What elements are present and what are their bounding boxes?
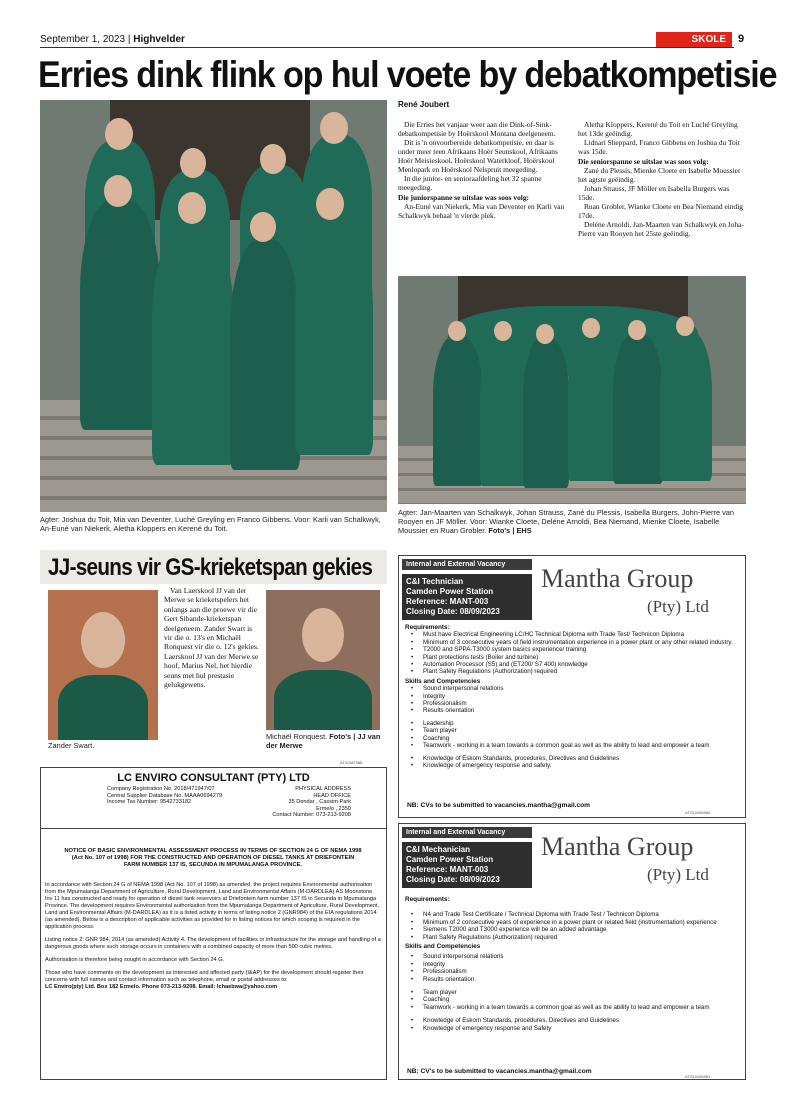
debate-photo-seniors [398,276,746,504]
cricket-body: Van Laerskool JJ van der Merwe se krieketspelers het onlangs aan die proewe vir die Gert Sibande-krieketspan deelgeneem. Zander Swart is vir die o. 13's en Michaël Ronquest vir die o. 12's gekies. Laerskool JJ van der Merwe se hoof, Marius Nel, het hierdie seuns met hul prestasie gelukgewens. [164,586,259,690]
address-line: HEAD OFFICE [313,792,351,799]
address-line: Ermelo , 2350 [316,805,351,812]
enviro-address [241,786,351,819]
enviro-registration [107,786,222,806]
skill: • Sound interpersonal relations [405,685,741,692]
job-title: C&I Technician [406,577,464,586]
closing-date: Closing Date: 08/09/2023 [406,875,500,884]
caption-zander: Zander Swart. [48,741,95,750]
photo-caption-seniors [398,508,746,535]
notice-title: NOTICE OF BASIC ENVIRONMENTAL ASSESSMENT PROCESS IN TERMS OF SECTION 24 G OF NEMA 1998 (Act No. 107 of 1998) FOR THE CONSTRUCTED AND OPERATION OF DIESEL TANKS AT DRIEFONTEIN FARM NUMBER 137 IS, SECUNDA IN MPUMALANGA PROVINCE. [64,848,362,868]
notice-body [45,882,381,991]
skill: • Sound interpersonal relations [405,953,741,960]
vacancy-tag: Internal and External Vacancy [402,827,532,838]
paragraph: Listing notice 2: GNR 984, 2014 (as amended) Activity 4. The development of facilities or infrastructure for the storage and handling of a dangerous goods where such storage occurs in containers with a combined capacity of more than 500 cubic metres. [45,937,381,950]
reg-line: Company Registration No. 2018/471947/07 [107,786,215,792]
skill: • Professionalism [405,968,741,975]
skill: • Team player [405,989,741,996]
skills-heading: Skills and Competencies [405,677,481,685]
requirements-heading: Requirements: [405,624,450,631]
subhead-seniors: Die seniorspanne se uitslae was soos volg: [578,157,709,166]
vacancy-title-block [402,842,532,888]
article-column-1 [398,120,570,220]
reg-line: Central Supplier Database No. MAAA0694279 [107,792,223,799]
address-line: Contact Number: 073-213-9208 [272,812,351,819]
requirement: • N4 and Trade Test Certificate / Technical Diploma with Trade Test / Technicon Diploma [405,911,741,918]
job-title: C&I Mechanician [406,845,471,854]
reference: Reference: MANT-003 [406,865,489,874]
enviro-notice [40,767,387,1080]
cv-note: NB: CV's to be submitted to vacancies.mantha@gmail.com [407,1068,592,1075]
paragraph: Dit is 'n onvoorbereide debatkompetisie, en daar is onder meer teen Afrikaans Hoër Seunskool, Afrikaans Hoër Meisieskool, Hoërskool Waterkloof, Hoërskool Menlopark en Hoërskool Nelspruit meegeding. [398,138,558,174]
skill: • Integrity [405,961,741,968]
skill: • Knowledge of emergency response and Safety [405,1025,741,1032]
address-line: 35 Dendar , Cassim Park [288,799,351,806]
skill: • Leadership [405,720,741,727]
ad-ref: ATS10166984 [685,810,711,815]
vacancy-ad-technician [398,555,746,818]
issue-date: September 1, 2023 [40,34,126,45]
subhead-juniors: Die juniorspanne se uitslae was soos volg: [398,193,529,202]
photo-caption-juniors: Agter: Joshua du Toit, Mia van Deventer, Luché Greyling en Franco Gibbens. Voor: Karli van Schalkwyk, An-Euné van Niekerk, Aletha Kloppers en Kerené du Toit. [40,515,381,533]
skill: • Knowledge of Eskom Standards, procedures, Directives and Guidelines [405,755,741,762]
requirement: • Minimum of 3 consecutive years of field instrumentation experience in a power plant or any other related industry. [405,639,741,646]
requirement: • T2000 and SPPA-T3000 system basics experience/ training [405,646,741,653]
page-header-date: September 1, 2023 | Highvelder [40,34,185,45]
paragraph: Zané du Plessis, Mienke Cloete en Isabelle Moussier het agtste geëindig. [578,166,741,184]
requirement: • Automation Processor (S5) and (ET200/ S7 400) knowledge [405,661,741,668]
skill: • Professionalism [405,700,741,707]
paragraph: In accordance with Section 24 G of NEMA 1998 (Act No. 107 of 1998) as amended, the project requires Environmental authorisation from the Mpumalanga Department of Agriculture, Rural Development, Land and Environmental Affairs (M-DARDLEA) AS Moonstone Inv 11 has constructed and ready for operation of diesel tank reservoirs at Driefontein farm number 137 IS in Secunda in Mpumalanga Province. The development requires Environmental authorisation from the Mpumalanga Department of Agriculture, Rural Development, Land and Environmental Affairs (M-DARDLEA) as it is a listed activity in terms of listing notice 2 (GNR984) of the EIA regulations 2014 (as amended). Below is a description of applicable activities as provided for in listing notices for which scoping is required in the application process. [45,882,380,930]
contact-line: LC Enviro(pty) Ltd. Box 182 Ermelo. Phone 073-213-9208. Email: lchaebwa@yahoo.com [45,984,278,990]
skill: • Results orientation [405,707,741,714]
paragraph: Those who have comments on the development as interested and affected party (I&AP) for the development should register their concerns with full names and contact information such as telephone, email or postal addresses to: [45,970,364,983]
ad-ref: AT11087388 [340,760,363,765]
skill: • Coaching [405,996,741,1003]
caption-michael [266,732,384,750]
requirements-list [405,622,741,769]
article-column-2 [578,120,746,238]
address-line: PHYSICAL ADDRESS [295,786,351,792]
photo-credit: Foto's | JJ van der Merwe [266,732,381,750]
mantha-logo-suffix: (Pty) Ltd [647,597,709,616]
cricket-article [40,550,387,764]
requirement: • Plant Safety Regulations (Authorization) required [405,934,741,941]
skill: • Coaching [405,735,741,742]
michael-photo [266,590,380,730]
requirement: • Minimum of 2 consecutive years of experience in a power plant or related field (instrumentation) experience [405,919,741,926]
divider [41,828,386,829]
requirements-heading: Requirements: [405,896,450,903]
paragraph: An-Euné van Niekerk, Mia van Deventer en Karli van Schalkwyk behaal 'n vierde plek. [398,202,565,220]
requirement: • Plant Safety Regulations (Authorization) required [405,668,741,675]
reference: Reference: MANT-003 [406,597,489,606]
mantha-logo: Mantha Group [541,832,694,861]
location: Camden Power Station [406,587,494,596]
article-headline: Erries dink flink op hul voete by debatkompetisie [38,54,777,95]
vacancy-tag: Internal and External Vacancy [402,559,532,570]
paragraph: Aletha Kloppers, Kerené du Toit en Luché Greyling het 13de geëindig. [578,120,738,138]
requirements-list [405,894,741,1032]
skill: • Teamwork - working in a team towards a common goal as well as the ability to lead and empower a team [405,742,741,749]
mantha-logo-suffix: (Pty) Ltd [647,865,709,884]
paper-name: Highvelder [133,34,185,45]
requirement: • Must have Electrical Engineering LC/HC Technical Diploma with Trade Test/ Technicon Diploma [405,631,741,638]
cricket-headline: JJ-seuns vir GS-krieketspan gekies [48,554,373,581]
mantha-logo: Mantha Group [541,564,694,593]
skill: • Knowledge of emergency response and safety. [405,762,741,769]
caption-text: Michaël Ronquest. [266,732,328,741]
paragraph: Ruan Grobler, Wianke Cloete en Bea Niemand eindig 17de. [578,202,743,220]
reg-line: Income Tax Number: 9542733182 [107,799,192,806]
section-tag: SKOLE [656,32,732,47]
skill: • Integrity [405,693,741,700]
skill: • Knowledge of Eskom Standards, procedures, Directives and Guidelines [405,1017,741,1024]
skills-heading: Skills and Competencies [405,943,481,951]
debate-photo-juniors [40,100,387,512]
paragraph: In die junior- en senioraafdeling het 32 spanne meegeding. [398,174,542,192]
cv-note: NB: CVs to be submitted to vacancies.mantha@gmail.com [407,802,591,809]
requirement: • Plant protections tests (Boiler and turbine) [405,654,741,661]
requirement: • Siemens T2000 and T3000 experience will be an added advantage [405,926,741,933]
zander-photo [48,590,158,740]
closing-date: Closing Date: 08/09/2023 [406,607,500,616]
location: Camden Power Station [406,855,494,864]
paragraph: Deléne Arnoldi, Jan-Maarten van Schalkwyk en Joha-Pierre van Rooyen het 25ste geëindig. [578,220,744,238]
skill: • Team player [405,727,741,734]
header-rule [40,47,734,48]
photo-credit: Foto's | EHS [488,526,532,535]
paragraph: Lidnari Sheppard, Franco Gibbens en Joshua du Toit was 15de. [578,138,740,156]
paragraph: Die Erries het vanjaar weer aan die Dink-of-Sink-debatkompetisie by Hoërskool Montana deelgeneem. [398,120,556,138]
enviro-title: LC ENVIRO CONSULTANT (PTY) LTD [117,772,310,784]
vacancy-ad-mechanician [398,823,746,1080]
vacancy-title-block [402,574,532,620]
paragraph: Authorisation is therefore being sought in accordance with Section 24 G. [45,957,225,963]
skill: • Results orientation [405,976,741,983]
byline: René Joubert [398,100,450,109]
page-number: 9 [738,33,745,45]
ad-ref: ATS10166981 [685,1074,711,1079]
paragraph: Johan Strauss, JF Möller en Isabella Burgers was 15de. [578,184,730,202]
caption-text: Agter: Jan-Maarten van Schalkwyk, Johan Strauss, Zané du Plessis, Isabella Burgers, John-Pierre van Rooyen en JF Möller. Voor: Wianke Cloete, Deléne Arnoldi, Bea Niemand, Mienke Cloete, Isabelle Moussier en Ruan Grobler. [398,508,735,535]
skill: • Teamwork - working in a team towards a common goal as well as the ability to lead and empower a team [405,1004,741,1011]
